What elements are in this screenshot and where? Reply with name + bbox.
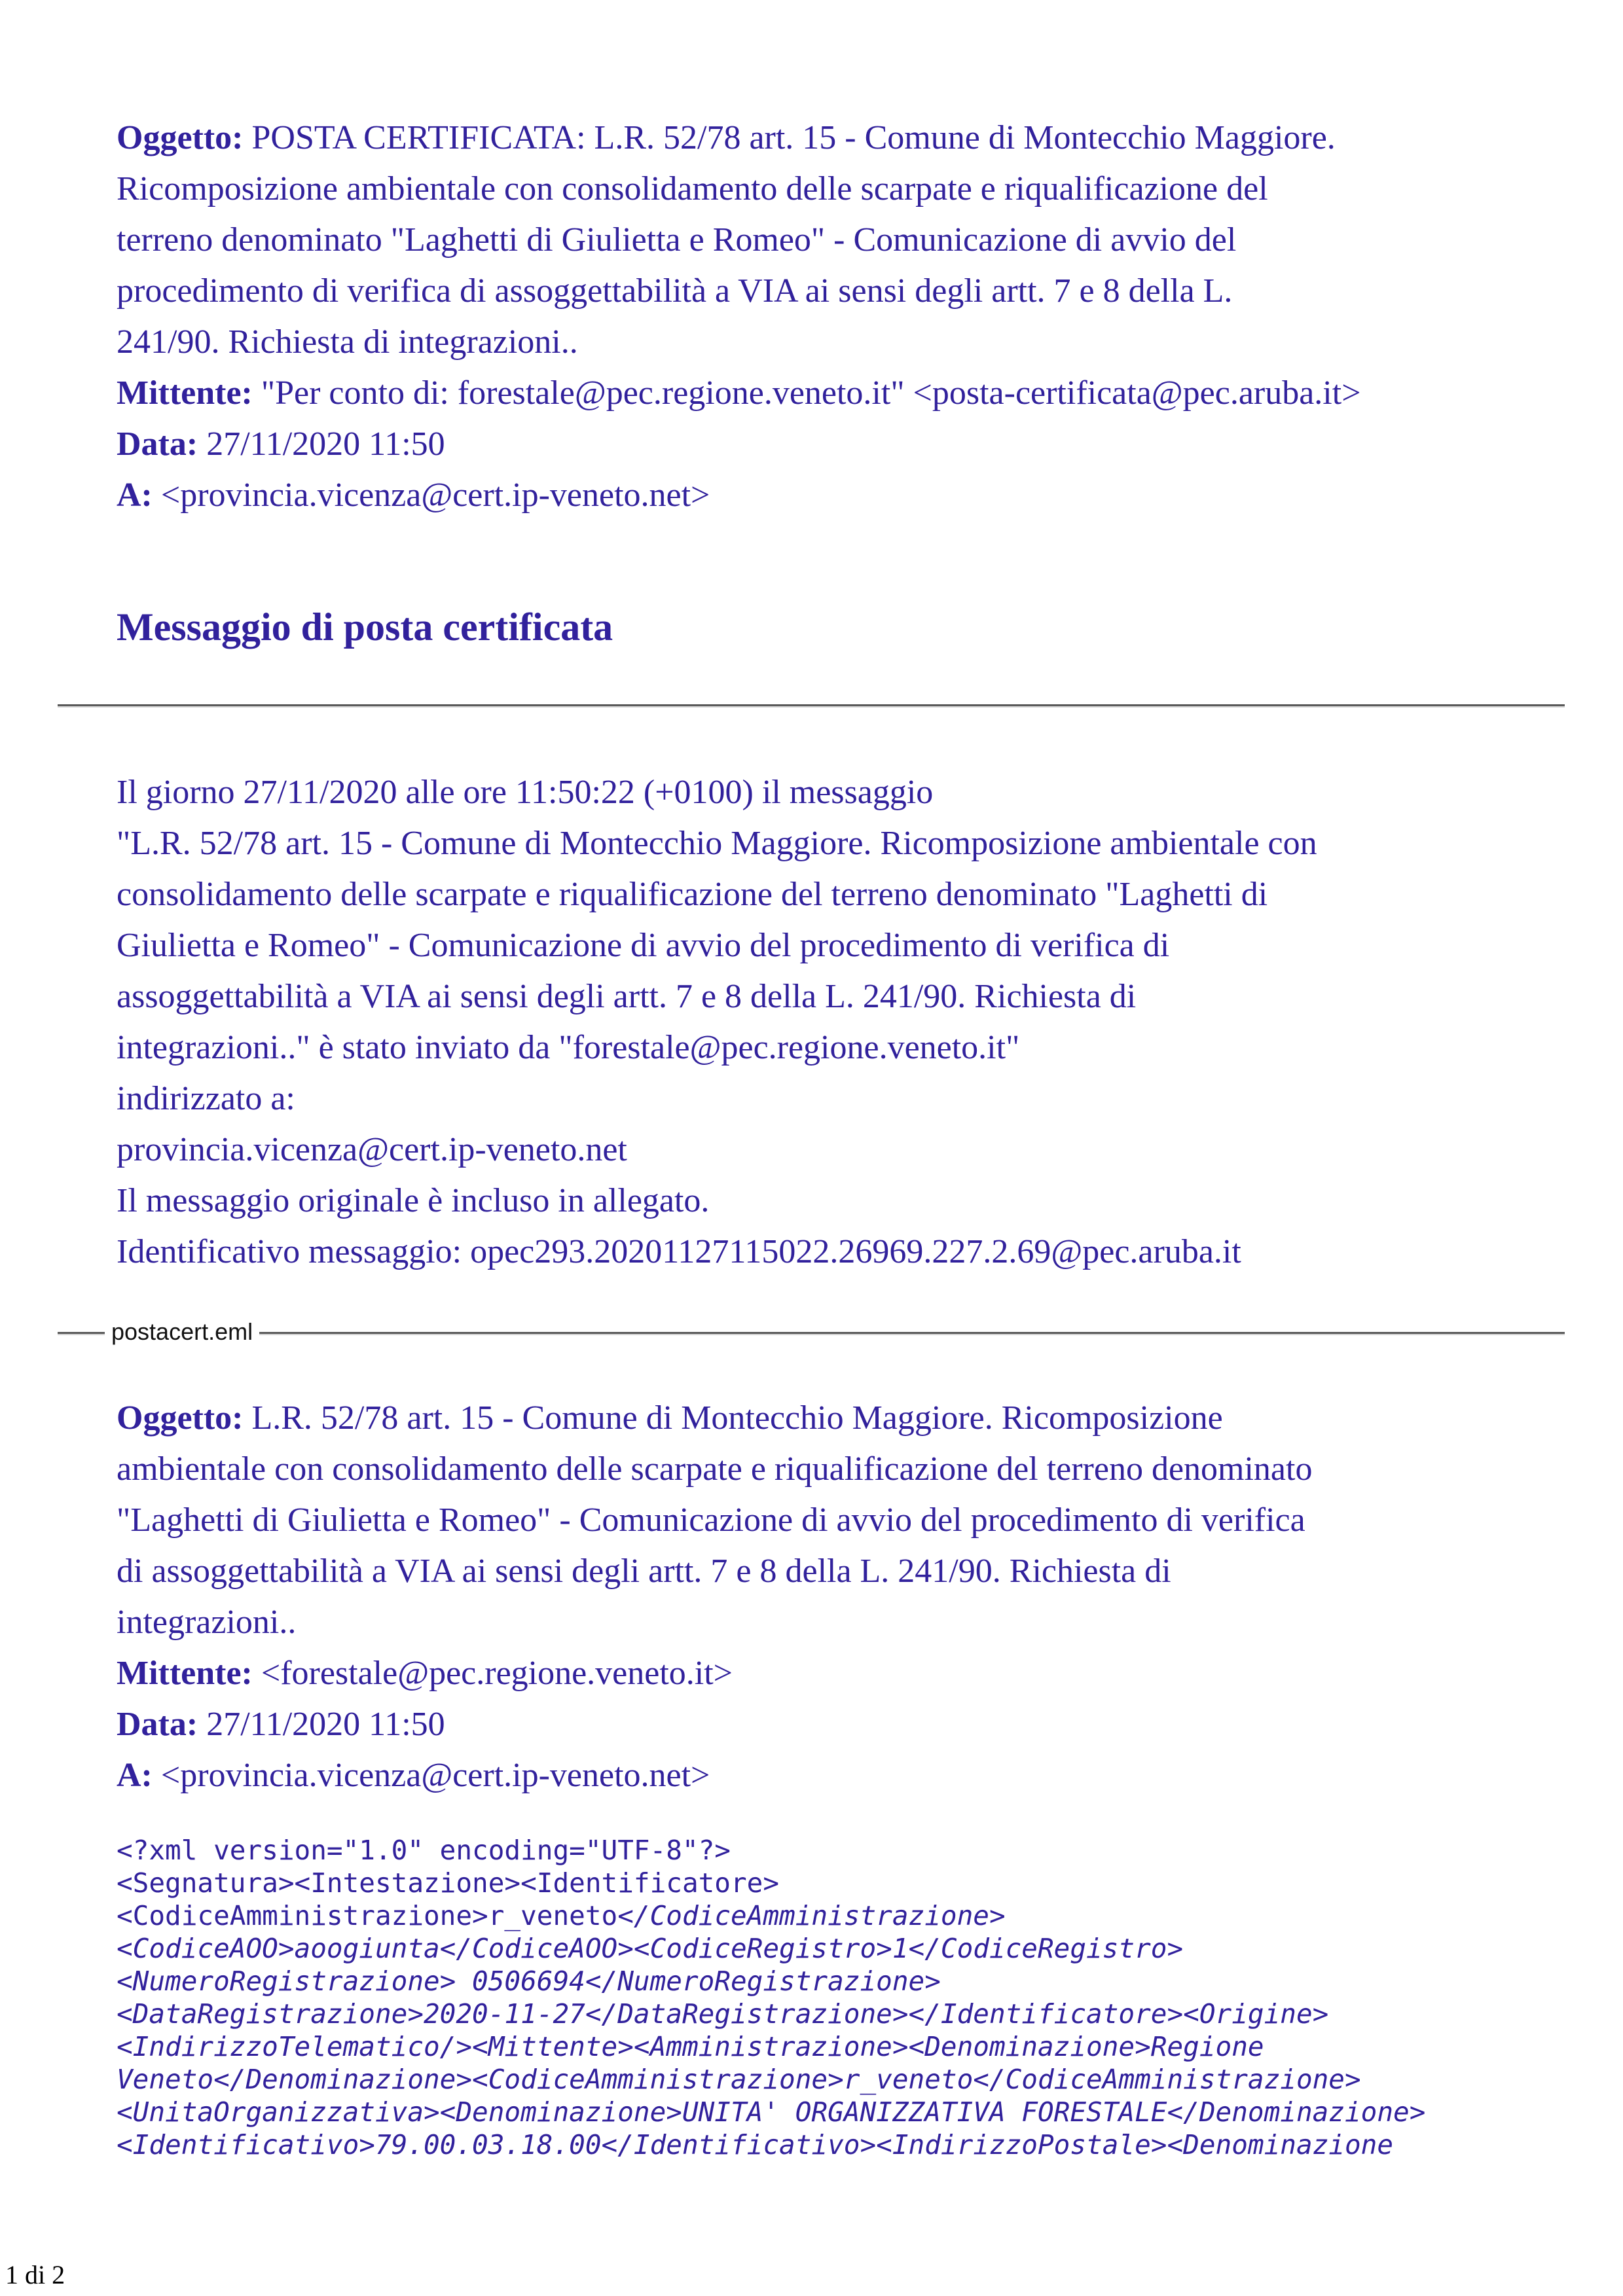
envelope-to-line	[117, 470, 1361, 521]
envelope-date-label: Data:	[117, 425, 198, 463]
inner-subject-line	[117, 1393, 1312, 1444]
envelope-to-value: <provincia.vicenza@cert.ip-veneto.net>	[160, 476, 710, 514]
envelope-subject-wrap: procedimento di verifica di assoggettabilità a VIA ai sensi degli artt. 7 e 8 della L.	[117, 272, 1233, 310]
page-title: Messaggio di posta certificata	[117, 605, 613, 649]
inner-to-label: A:	[117, 1757, 153, 1794]
page-number: 1 di 2	[5, 2260, 65, 2289]
xml-line: <?xml version="1.0" encoding="UTF-8"?>	[117, 1835, 731, 1866]
body-line: "L.R. 52/78 art. 15 - Comune di Montecchio Maggiore. Ricomposizione ambientale con	[117, 825, 1317, 862]
heading-divider	[58, 704, 1565, 708]
xml-line: <UnitaOrganizzativa><Denominazione>UNITA' ORGANIZZATIVA FORESTALE</Denominazione>	[117, 2096, 1426, 2128]
xml-line: <NumeroRegistrazione> 0506694</NumeroRegistrazione>	[117, 1965, 941, 1997]
attachment-filename: postacert.eml	[105, 1316, 259, 1348]
xml-line: Veneto</Denominazione><CodiceAmministrazione>r_veneto</CodiceAmministrazione>	[117, 2064, 1361, 2095]
inner-subject-text: L.R. 52/78 art. 15 - Comune di Montecchio Maggiore. Ricomposizione	[251, 1399, 1223, 1437]
envelope-date-value: 27/11/2020 11:50	[206, 425, 445, 463]
inner-to-value: <provincia.vicenza@cert.ip-veneto.net>	[160, 1757, 710, 1794]
inner-sender-line	[117, 1648, 1312, 1699]
envelope-subject-wrap: terreno denominato "Laghetti di Giulietta e Romeo" - Comunicazione di avvio del	[117, 221, 1237, 259]
xml-signature-block	[117, 1834, 1425, 2161]
body-line: Identificativo messaggio: opec293.20201127115022.26969.227.2.69@pec.aruba.it	[117, 1233, 1241, 1270]
body-line: Il messaggio originale è incluso in allegato.	[117, 1182, 710, 1219]
envelope-to-label: A:	[117, 476, 153, 514]
envelope-sender-label: Mittente:	[117, 374, 253, 412]
body-line: indirizzato a:	[117, 1080, 295, 1117]
envelope-sender-line	[117, 368, 1361, 419]
xml-line: <Segnatura><Intestazione><Identificatore>	[117, 1867, 780, 1899]
envelope-subject-label: Oggetto:	[117, 119, 244, 156]
inner-sender-label: Mittente:	[117, 1655, 253, 1692]
body-line: Il giorno 27/11/2020 alle ore 11:50:22 (+0100) il messaggio	[117, 774, 934, 811]
body-line: assoggettabilità a VIA ai sensi degli artt. 7 e 8 della L. 241/90. Richiesta di	[117, 978, 1137, 1015]
inner-subject-wrap: di assoggettabilità a VIA ai sensi degli artt. 7 e 8 della L. 241/90. Richiesta di	[117, 1552, 1171, 1590]
envelope-subject-text: POSTA CERTIFICATA: L.R. 52/78 art. 15 - Comune di Montecchio Maggiore.	[251, 119, 1336, 156]
attachment-divider	[58, 1318, 1565, 1345]
body-line: consolidamento delle scarpate e riqualificazione del terreno denominato "Laghetti di	[117, 876, 1268, 913]
envelope-date-line	[117, 419, 1361, 470]
inner-message-headers	[117, 1393, 1312, 1801]
inner-sender-value: <forestale@pec.regione.veneto.it>	[261, 1655, 733, 1692]
xml-line: <IndirizzoTelematico/><Mittente><Amministrazione><Denominazione>Regione	[117, 2031, 1264, 2062]
certification-body	[117, 767, 1317, 1278]
inner-to-line	[117, 1750, 1312, 1801]
inner-date-value: 27/11/2020 11:50	[206, 1706, 445, 1743]
body-line: Giulietta e Romeo" - Comunicazione di avvio del procedimento di verifica di	[117, 927, 1170, 964]
envelope-subject-wrap: Ricomposizione ambientale con consolidamento delle scarpate e riqualificazione del	[117, 170, 1268, 207]
inner-subject-wrap: ambientale con consolidamento delle scarpate e riqualificazione del terreno denominato	[117, 1450, 1313, 1488]
inner-date-line	[117, 1699, 1312, 1750]
envelope-headers	[117, 113, 1361, 521]
body-line: integrazioni.." è stato inviato da "forestale@pec.regione.veneto.it"	[117, 1029, 1020, 1066]
envelope-subject-line	[117, 113, 1361, 164]
body-line: provincia.vicenza@cert.ip-veneto.net	[117, 1131, 627, 1168]
inner-date-label: Data:	[117, 1706, 198, 1743]
xml-line: <DataRegistrazione>2020-11-27</DataRegistrazione></Identificatore><Origine>	[117, 1998, 1329, 2030]
xml-line: <Identificativo>79.00.03.18.00</Identificativo><IndirizzoPostale><Denominazione	[117, 2129, 1394, 2161]
envelope-sender-value: "Per conto di: forestale@pec.regione.veneto.it" <posta-certificata@pec.aruba.it>	[261, 374, 1361, 412]
xml-line: <CodiceAmministrazione>r_veneto</CodiceAmministrazione>	[117, 1900, 1006, 1931]
envelope-subject-wrap: 241/90. Richiesta di integrazioni..	[117, 323, 578, 361]
inner-subject-wrap: integrazioni..	[117, 1604, 297, 1641]
inner-subject-wrap: "Laghetti di Giulietta e Romeo" - Comunicazione di avvio del procedimento di verifica	[117, 1501, 1305, 1539]
xml-line: <CodiceAOO>aoogiunta</CodiceAOO><CodiceRegistro>1</CodiceRegistro>	[117, 1933, 1184, 1964]
inner-subject-label: Oggetto:	[117, 1399, 244, 1437]
